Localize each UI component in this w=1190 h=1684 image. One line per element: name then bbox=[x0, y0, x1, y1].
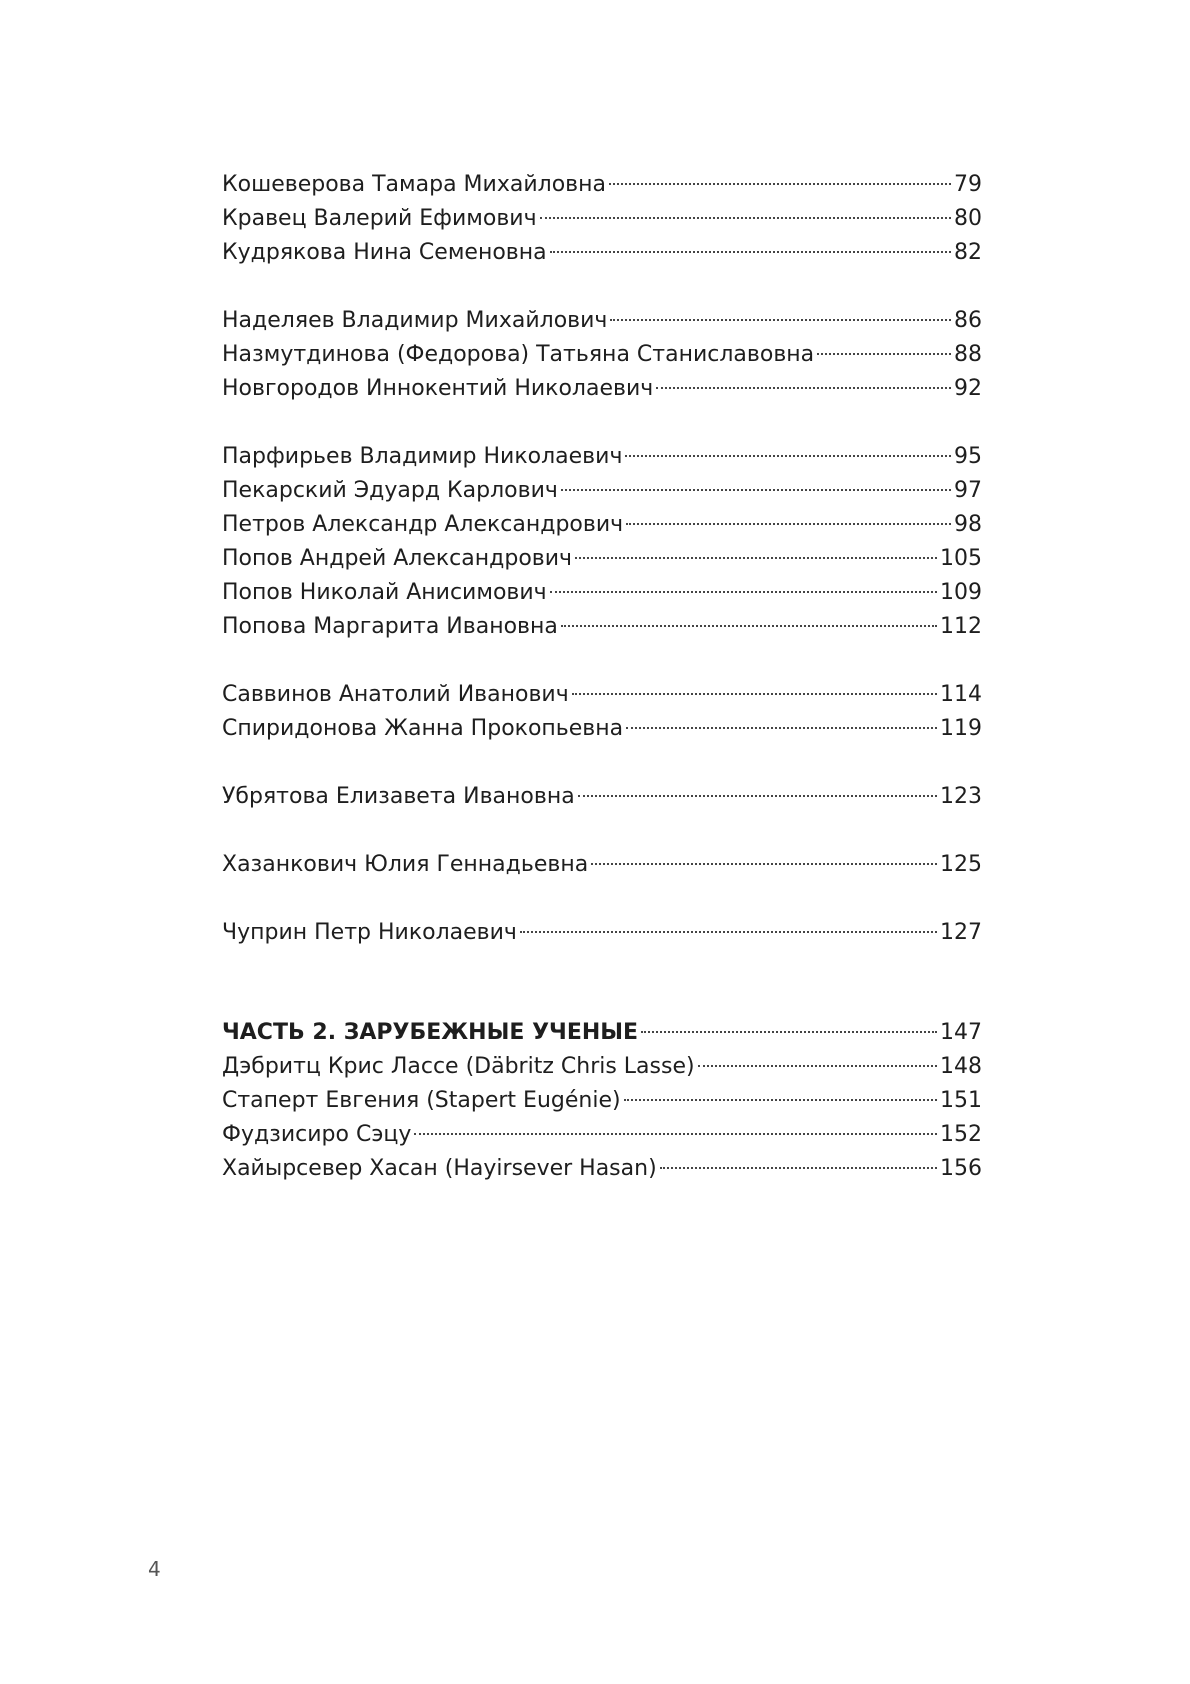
toc-entry-page: 105 bbox=[940, 546, 982, 571]
toc-entry-page: 119 bbox=[940, 716, 982, 741]
toc-entry bbox=[222, 474, 982, 508]
toc-entry-page: 88 bbox=[954, 342, 982, 367]
toc-entry-name: Наделяев Владимир Михайлович bbox=[222, 308, 608, 333]
toc-entry-name: Петров Александр Александрович bbox=[222, 512, 624, 537]
toc-entry bbox=[222, 712, 982, 746]
dot-leader bbox=[414, 1133, 937, 1135]
toc-entry-page: 109 bbox=[940, 580, 982, 605]
dot-leader bbox=[540, 217, 951, 219]
toc-entry bbox=[222, 338, 982, 372]
toc-entry-name: Спиридонова Жанна Прокопьевна bbox=[222, 716, 624, 741]
dot-leader bbox=[572, 693, 937, 695]
dot-leader bbox=[626, 523, 951, 525]
toc-group bbox=[222, 168, 982, 270]
toc-part-2 bbox=[222, 1016, 982, 1186]
toc-entry bbox=[222, 678, 982, 712]
toc-entry-name: Парфирьев Владимир Николаевич bbox=[222, 444, 623, 469]
toc-entry-page: 95 bbox=[954, 444, 982, 469]
toc-entry-name: Стаперт Евгения (Stapert Eugénie) bbox=[222, 1088, 621, 1113]
dot-leader bbox=[578, 795, 937, 797]
toc-entry-page: 98 bbox=[954, 512, 982, 537]
toc-entry-page: 82 bbox=[954, 240, 982, 265]
toc-entry-page: 112 bbox=[940, 614, 982, 639]
toc-entry-name: Кошеверова Тамара Михайловна bbox=[222, 172, 606, 197]
toc-entry bbox=[222, 1084, 982, 1118]
toc-entry-page: 125 bbox=[940, 852, 982, 877]
toc-entry bbox=[222, 916, 982, 950]
toc-group bbox=[222, 848, 982, 882]
toc-entry bbox=[222, 168, 982, 202]
toc-entry-name: Кравец Валерий Ефимович bbox=[222, 206, 537, 231]
dot-leader bbox=[626, 727, 937, 729]
toc-group bbox=[222, 440, 982, 644]
dot-leader bbox=[624, 1099, 937, 1101]
toc-entry-name: Попова Маргарита Ивановна bbox=[222, 614, 558, 639]
toc-entry-page: 80 bbox=[954, 206, 982, 231]
toc-entry-name: ЧАСТЬ 2. ЗАРУБЕЖНЫЕ УЧЕНЫЕ bbox=[222, 1020, 639, 1045]
dot-leader bbox=[609, 183, 951, 185]
toc-entry-name: Саввинов Анатолий Иванович bbox=[222, 682, 569, 707]
toc-entry-name: Фудзисиро Сэцу bbox=[222, 1122, 412, 1147]
dot-leader bbox=[610, 319, 951, 321]
toc-entry-page: 148 bbox=[940, 1054, 982, 1079]
toc-entry bbox=[222, 1152, 982, 1186]
toc-entry-page: 97 bbox=[954, 478, 982, 503]
toc-entry-name: Попов Андрей Александрович bbox=[222, 546, 573, 571]
toc-entry bbox=[222, 304, 982, 338]
toc-entry-page: 127 bbox=[940, 920, 982, 945]
dot-leader bbox=[656, 387, 951, 389]
toc-entry-name: Дэбритц Крис Лассе (Däbritz Chris Lasse) bbox=[222, 1054, 695, 1079]
toc-entry bbox=[222, 848, 982, 882]
toc-heading bbox=[222, 1016, 982, 1050]
toc-entry-page: 79 bbox=[954, 172, 982, 197]
toc-entry-page: 86 bbox=[954, 308, 982, 333]
toc-group bbox=[222, 916, 982, 950]
dot-leader bbox=[625, 455, 951, 457]
toc-entry-name: Хазанкович Юлия Геннадьевна bbox=[222, 852, 589, 877]
toc-entry bbox=[222, 202, 982, 236]
dot-leader bbox=[698, 1065, 937, 1067]
toc-entry-page: 156 bbox=[940, 1156, 982, 1181]
dot-leader bbox=[660, 1167, 937, 1169]
toc-group bbox=[222, 780, 982, 814]
toc-entry-page: 92 bbox=[954, 376, 982, 401]
page-number: 4 bbox=[148, 1557, 161, 1581]
toc-entry bbox=[222, 542, 982, 576]
toc-entry bbox=[222, 236, 982, 270]
toc-group bbox=[222, 678, 982, 746]
toc-entry-name: Пекарский Эдуард Карлович bbox=[222, 478, 558, 503]
dot-leader bbox=[575, 557, 937, 559]
toc-entry bbox=[222, 780, 982, 814]
dot-leader bbox=[817, 353, 951, 355]
dot-leader bbox=[561, 625, 937, 627]
toc-entry bbox=[222, 372, 982, 406]
dot-leader bbox=[561, 489, 951, 491]
dot-leader bbox=[550, 251, 951, 253]
toc-entry-page: 151 bbox=[940, 1088, 982, 1113]
toc-entry bbox=[222, 1118, 982, 1152]
toc-entry-name: Новгородов Иннокентий Николаевич bbox=[222, 376, 654, 401]
toc-entry bbox=[222, 610, 982, 644]
toc-entry-name: Назмутдинова (Федорова) Татьяна Станиславовна bbox=[222, 342, 815, 367]
toc-entry-name: Чуприн Петр Николаевич bbox=[222, 920, 517, 945]
toc-entry-name: Кудрякова Нина Семеновна bbox=[222, 240, 547, 265]
toc-entry bbox=[222, 440, 982, 474]
dot-leader bbox=[520, 931, 937, 933]
toc-entry bbox=[222, 576, 982, 610]
toc-entry-name: Хайырсевер Хасан (Hayirsever Hasan) bbox=[222, 1156, 657, 1181]
toc-entry-name: Попов Николай Анисимович bbox=[222, 580, 547, 605]
toc-entry-page: 123 bbox=[940, 784, 982, 809]
table-of-contents bbox=[222, 168, 982, 1220]
toc-entry-page: 114 bbox=[940, 682, 982, 707]
toc-group bbox=[222, 304, 982, 406]
dot-leader bbox=[550, 591, 937, 593]
dot-leader bbox=[591, 863, 937, 865]
toc-entry bbox=[222, 508, 982, 542]
toc-entry-name: Убрятова Елизавета Ивановна bbox=[222, 784, 575, 809]
dot-leader bbox=[641, 1031, 937, 1033]
toc-entry bbox=[222, 1050, 982, 1084]
toc-entry-page: 147 bbox=[940, 1020, 982, 1045]
toc-entry-page: 152 bbox=[940, 1122, 982, 1147]
